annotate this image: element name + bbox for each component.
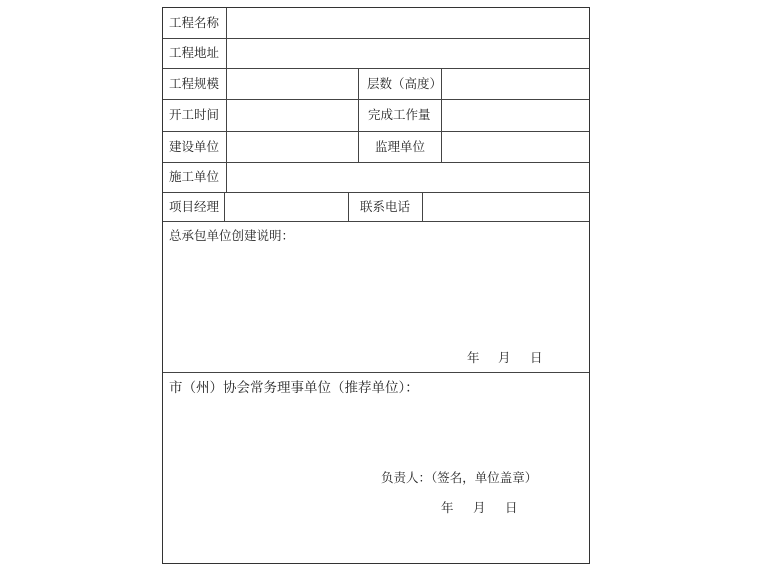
application-form [162, 7, 590, 564]
project-scale-label: 工程规模 [169, 76, 220, 91]
contractor-unit-field[interactable] [227, 163, 589, 192]
recommendation-heading: 市（州）协会常务理事单位（推荐单位）： [169, 380, 419, 396]
construction-unit-label: 建设单位 [169, 139, 220, 154]
project-name-field[interactable] [227, 8, 589, 38]
row-divider [163, 372, 589, 373]
signature-label: 负责人：（签名，单位盖章） [381, 470, 538, 485]
recommendation-area[interactable] [163, 396, 589, 456]
column-divider [358, 68, 359, 162]
row-divider [163, 221, 589, 222]
date-month-label: 月 [473, 500, 486, 515]
construction-unit-field[interactable] [227, 132, 358, 162]
contact-phone-label: 联系电话 [360, 199, 411, 214]
project-manager-field[interactable] [225, 193, 348, 221]
column-divider [348, 192, 349, 221]
date-day-label: 日 [530, 350, 543, 365]
contractor-description-area[interactable] [163, 240, 589, 350]
supervision-unit-field[interactable] [442, 132, 589, 162]
project-address-label: 工程地址 [169, 45, 220, 60]
completed-workload-field[interactable] [442, 100, 589, 131]
contact-phone-field[interactable] [423, 193, 589, 221]
date-day-label: 日 [505, 500, 518, 515]
project-manager-label: 项目经理 [169, 199, 220, 214]
start-time-label: 开工时间 [169, 107, 220, 122]
contractor-description-heading: 总承包单位创建说明： [169, 228, 295, 243]
project-address-field[interactable] [227, 39, 589, 68]
date-month-label: 月 [498, 350, 511, 365]
start-time-field[interactable] [227, 100, 358, 131]
project-name-label: 工程名称 [169, 15, 220, 30]
project-scale-field[interactable] [227, 69, 358, 99]
contractor-unit-label: 施工单位 [169, 169, 220, 184]
floors-height-label: 层数（高度） [367, 76, 443, 91]
supervision-unit-label: 监理单位 [375, 139, 426, 154]
date-year-label: 年 [441, 500, 454, 515]
date-year-label: 年 [467, 350, 480, 365]
completed-workload-label: 完成工作量 [368, 107, 431, 122]
floors-height-field[interactable] [442, 69, 589, 99]
